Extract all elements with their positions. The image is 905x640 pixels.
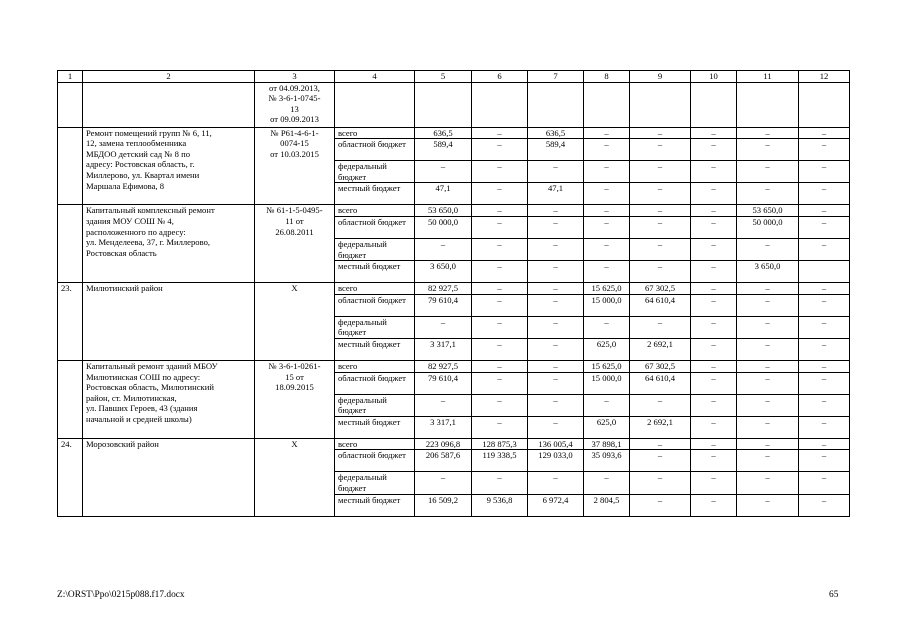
column-number: 10 bbox=[691, 71, 737, 83]
cell-line: от 10.03.2015 bbox=[270, 148, 319, 159]
value-cell: – bbox=[691, 360, 737, 372]
budget-label: федеральный бюджет bbox=[335, 316, 415, 338]
budget-label: федеральный бюджет bbox=[335, 472, 415, 494]
value-cell: – bbox=[584, 216, 630, 238]
value-cell: – bbox=[584, 238, 630, 260]
column-number: 12 bbox=[799, 71, 850, 83]
value-cell: 3 650,0 bbox=[737, 261, 799, 283]
value-cell: – bbox=[528, 394, 584, 416]
value-cell: 9 536,8 bbox=[472, 494, 528, 516]
value-cell: 636,5 bbox=[415, 127, 472, 139]
value-cell: – bbox=[415, 238, 472, 260]
value-cell: – bbox=[630, 261, 691, 283]
value-cell: – bbox=[584, 161, 630, 183]
value-cell: – bbox=[799, 394, 850, 416]
row-number: 24. bbox=[58, 438, 83, 516]
column-number: 8 bbox=[584, 71, 630, 83]
value-cell: – bbox=[528, 416, 584, 438]
cell-line: Ремонт помещений групп № 6, 11, bbox=[86, 127, 212, 138]
cell-line: 18.09.2015 bbox=[275, 382, 314, 393]
value-cell: – bbox=[415, 472, 472, 494]
value-cell: – bbox=[528, 161, 584, 183]
table-row bbox=[58, 82, 850, 127]
value-cell: – bbox=[584, 183, 630, 205]
value-cell: – bbox=[737, 139, 799, 161]
value-cell: – bbox=[799, 139, 850, 161]
empty-cell bbox=[58, 360, 83, 438]
cell-line: № Р61-4-6-1- bbox=[270, 127, 319, 138]
value-cell: – bbox=[472, 261, 528, 283]
value-cell: – bbox=[528, 283, 584, 295]
value-cell: – bbox=[737, 238, 799, 260]
value-cell: 47,1 bbox=[415, 183, 472, 205]
value-cell bbox=[799, 261, 850, 283]
value-cell: – bbox=[799, 494, 850, 516]
cell-line: МБДОО детский сад № 8 по bbox=[86, 148, 190, 159]
value-cell: – bbox=[691, 139, 737, 161]
footer-file-path: Z:\ORST\Ppo\0215p088.f17.docx bbox=[57, 590, 185, 600]
value-cell: 589,4 bbox=[415, 139, 472, 161]
column-number: 2 bbox=[83, 71, 255, 83]
value-cell: – bbox=[737, 450, 799, 472]
value-cell: – bbox=[691, 216, 737, 238]
value-cell: 67 302,5 bbox=[630, 360, 691, 372]
value-cell: – bbox=[737, 294, 799, 316]
value-cell: – bbox=[691, 338, 737, 360]
cell-line: район, ст. Милютинская, bbox=[86, 392, 177, 403]
value-cell: 79 610,4 bbox=[415, 294, 472, 316]
value-cell: – bbox=[472, 316, 528, 338]
value-cell: – bbox=[691, 261, 737, 283]
value-cell: 636,5 bbox=[528, 127, 584, 139]
value-cell: – bbox=[415, 161, 472, 183]
value-cell: – bbox=[472, 394, 528, 416]
value-cell: – bbox=[691, 183, 737, 205]
cell-line: 11 от bbox=[285, 215, 304, 226]
cell-line: Маршала Ефимова, 8 bbox=[86, 180, 165, 191]
value-cell: 136 005,4 bbox=[528, 438, 584, 450]
value-cell: 3 317,1 bbox=[415, 338, 472, 360]
value-cell: – bbox=[584, 261, 630, 283]
value-cell: – bbox=[799, 238, 850, 260]
value-cell: – bbox=[528, 338, 584, 360]
value-cell: – bbox=[528, 261, 584, 283]
column-number: 5 bbox=[415, 71, 472, 83]
budget-label: областной бюджет bbox=[335, 372, 415, 394]
value-cell: – bbox=[799, 161, 850, 183]
value-cell: – bbox=[737, 183, 799, 205]
value-cell: – bbox=[691, 372, 737, 394]
value-cell: – bbox=[630, 205, 691, 217]
empty-cell bbox=[58, 82, 83, 127]
cell-line: 0074-15 bbox=[280, 138, 309, 149]
empty-cell bbox=[799, 82, 850, 127]
cell-line: начальной и средней школы) bbox=[86, 413, 192, 424]
value-cell: – bbox=[691, 283, 737, 295]
value-cell: – bbox=[737, 360, 799, 372]
budget-label: областной бюджет bbox=[335, 450, 415, 472]
budget-label: областной бюджет bbox=[335, 139, 415, 161]
value-cell: – bbox=[737, 372, 799, 394]
doc-cell bbox=[255, 82, 335, 127]
value-cell: – bbox=[630, 216, 691, 238]
cell-line: здания МОУ СОШ № 4, bbox=[86, 215, 174, 226]
value-cell: 119 338,5 bbox=[472, 450, 528, 472]
empty-cell bbox=[83, 82, 255, 127]
value-cell: 206 587,6 bbox=[415, 450, 472, 472]
value-cell: – bbox=[799, 316, 850, 338]
value-cell: 223 096,8 bbox=[415, 438, 472, 450]
value-cell: – bbox=[630, 394, 691, 416]
value-cell: – bbox=[691, 238, 737, 260]
budget-label: местный бюджет bbox=[335, 494, 415, 516]
value-cell: – bbox=[415, 316, 472, 338]
value-cell: – bbox=[691, 205, 737, 217]
value-cell: 64 610,4 bbox=[630, 372, 691, 394]
value-cell: – bbox=[737, 283, 799, 295]
value-cell: 79 610,4 bbox=[415, 372, 472, 394]
column-number: 11 bbox=[737, 71, 799, 83]
value-cell: 53 650,0 bbox=[737, 205, 799, 217]
budget-label: всего bbox=[335, 360, 415, 372]
value-cell: 128 875,3 bbox=[472, 438, 528, 450]
budget-label: местный бюджет bbox=[335, 183, 415, 205]
cell-line: 12, замена теплообменника bbox=[86, 138, 187, 149]
value-cell: – bbox=[799, 438, 850, 450]
value-cell: – bbox=[691, 472, 737, 494]
cell-line: ул. Менделеева, 37, г. Миллерово, bbox=[86, 237, 211, 248]
value-cell: – bbox=[528, 316, 584, 338]
value-cell: 15 000,0 bbox=[584, 372, 630, 394]
doc-cell: Х bbox=[255, 283, 335, 361]
value-cell: – bbox=[472, 294, 528, 316]
budget-label: местный бюджет bbox=[335, 416, 415, 438]
value-cell: 15 000,0 bbox=[584, 294, 630, 316]
column-number: 3 bbox=[255, 71, 335, 83]
value-cell: – bbox=[584, 472, 630, 494]
cell-line: ул. Павших Героев, 43 (здания bbox=[86, 403, 198, 414]
empty-cell bbox=[691, 82, 737, 127]
value-cell: – bbox=[799, 338, 850, 360]
value-cell: – bbox=[415, 394, 472, 416]
value-cell: – bbox=[472, 360, 528, 372]
value-cell: 3 650,0 bbox=[415, 261, 472, 283]
budget-label: областной бюджет bbox=[335, 216, 415, 238]
value-cell: – bbox=[737, 494, 799, 516]
value-cell: – bbox=[472, 283, 528, 295]
doc-cell bbox=[255, 205, 335, 283]
empty-cell bbox=[630, 82, 691, 127]
value-cell: – bbox=[528, 294, 584, 316]
empty-cell bbox=[58, 205, 83, 283]
value-cell: – bbox=[472, 372, 528, 394]
value-cell: – bbox=[630, 450, 691, 472]
value-cell: – bbox=[691, 161, 737, 183]
value-cell: 47,1 bbox=[528, 183, 584, 205]
value-cell: 625,0 bbox=[584, 338, 630, 360]
value-cell: – bbox=[799, 360, 850, 372]
value-cell: – bbox=[528, 372, 584, 394]
table-row bbox=[58, 360, 850, 372]
value-cell: – bbox=[584, 127, 630, 139]
value-cell: 82 927,5 bbox=[415, 283, 472, 295]
cell-line: расположенного по адресу: bbox=[86, 226, 186, 237]
value-cell: 53 650,0 bbox=[415, 205, 472, 217]
value-cell: – bbox=[472, 416, 528, 438]
doc-cell bbox=[255, 127, 335, 205]
value-cell: – bbox=[630, 183, 691, 205]
value-cell: – bbox=[691, 438, 737, 450]
value-cell: – bbox=[630, 494, 691, 516]
value-cell: 50 000,0 bbox=[415, 216, 472, 238]
value-cell: – bbox=[737, 416, 799, 438]
value-cell: – bbox=[737, 316, 799, 338]
value-cell: – bbox=[691, 127, 737, 139]
object-name bbox=[83, 205, 255, 283]
column-number: 7 bbox=[528, 71, 584, 83]
value-cell: 6 972,4 bbox=[528, 494, 584, 516]
value-cell: – bbox=[584, 394, 630, 416]
value-cell: – bbox=[691, 450, 737, 472]
empty-cell bbox=[737, 82, 799, 127]
value-cell: 3 317,1 bbox=[415, 416, 472, 438]
value-cell: – bbox=[528, 238, 584, 260]
table-row bbox=[58, 205, 850, 217]
column-number: 4 bbox=[335, 71, 415, 83]
cell-line: № 3-6-1-0261- bbox=[268, 360, 321, 371]
empty-cell bbox=[472, 82, 528, 127]
row-number: 23. bbox=[58, 283, 83, 361]
value-cell: – bbox=[472, 127, 528, 139]
value-cell: – bbox=[472, 205, 528, 217]
value-cell: – bbox=[691, 394, 737, 416]
cell-line: 13 bbox=[290, 103, 299, 114]
value-cell: – bbox=[799, 294, 850, 316]
value-cell: – bbox=[737, 127, 799, 139]
value-cell: – bbox=[799, 205, 850, 217]
value-cell: – bbox=[584, 316, 630, 338]
value-cell: – bbox=[528, 472, 584, 494]
cell-line: Ростовская область, Милютинский bbox=[86, 382, 214, 393]
value-cell: – bbox=[630, 238, 691, 260]
value-cell: – bbox=[737, 472, 799, 494]
value-cell: – bbox=[472, 338, 528, 360]
cell-line: Ростовская область bbox=[86, 247, 157, 258]
district-name: Милютинский район bbox=[83, 283, 255, 361]
value-cell: – bbox=[472, 238, 528, 260]
object-name bbox=[83, 360, 255, 438]
value-cell: – bbox=[691, 316, 737, 338]
budget-label: областной бюджет bbox=[335, 294, 415, 316]
value-cell: – bbox=[630, 127, 691, 139]
empty-cell bbox=[584, 82, 630, 127]
table-row bbox=[58, 438, 850, 450]
value-cell: – bbox=[799, 472, 850, 494]
value-cell: – bbox=[630, 438, 691, 450]
cell-line: адресу: Ростовская область, г. bbox=[86, 159, 195, 170]
budget-label: местный бюджет bbox=[335, 261, 415, 283]
value-cell: – bbox=[799, 216, 850, 238]
value-cell: – bbox=[472, 161, 528, 183]
column-number-row bbox=[58, 71, 850, 83]
cell-line: от 04.09.2013, bbox=[269, 82, 320, 93]
value-cell: – bbox=[630, 316, 691, 338]
value-cell: – bbox=[630, 472, 691, 494]
value-cell: – bbox=[737, 438, 799, 450]
footer-page-number: 65 bbox=[829, 590, 839, 600]
budget-label: всего bbox=[335, 127, 415, 139]
budget-label: федеральный бюджет bbox=[335, 238, 415, 260]
value-cell: 2 804,5 bbox=[584, 494, 630, 516]
column-number: 6 bbox=[472, 71, 528, 83]
value-cell: 589,4 bbox=[528, 139, 584, 161]
value-cell: – bbox=[799, 183, 850, 205]
table-row bbox=[58, 283, 850, 295]
empty-cell bbox=[58, 127, 83, 205]
value-cell: – bbox=[528, 216, 584, 238]
value-cell: 82 927,5 bbox=[415, 360, 472, 372]
budget-label: всего bbox=[335, 205, 415, 217]
cell-line: Капитальный комплексный ремонт bbox=[86, 205, 215, 216]
value-cell: – bbox=[691, 294, 737, 316]
value-cell: – bbox=[472, 472, 528, 494]
value-cell: – bbox=[737, 161, 799, 183]
value-cell: – bbox=[472, 183, 528, 205]
empty-cell bbox=[415, 82, 472, 127]
value-cell: – bbox=[691, 416, 737, 438]
value-cell: 2 692,1 bbox=[630, 338, 691, 360]
value-cell: – bbox=[691, 494, 737, 516]
cell-line: № 61-1-5-0495- bbox=[266, 205, 323, 216]
value-cell: – bbox=[472, 216, 528, 238]
value-cell: – bbox=[799, 416, 850, 438]
value-cell: – bbox=[630, 161, 691, 183]
budget-table bbox=[57, 70, 850, 517]
budget-label: всего bbox=[335, 438, 415, 450]
value-cell: – bbox=[528, 205, 584, 217]
empty-cell bbox=[528, 82, 584, 127]
value-cell: – bbox=[472, 139, 528, 161]
value-cell: 129 033,0 bbox=[528, 450, 584, 472]
value-cell: 625,0 bbox=[584, 416, 630, 438]
value-cell: – bbox=[737, 394, 799, 416]
budget-label: всего bbox=[335, 283, 415, 295]
cell-line: от 09.09.2013 bbox=[270, 114, 319, 125]
value-cell: 37 898,1 bbox=[584, 438, 630, 450]
budget-label: федеральный бюджет bbox=[335, 394, 415, 416]
budget-label: местный бюджет bbox=[335, 338, 415, 360]
cell-line: Миллерово, ул. Квартал имени bbox=[86, 169, 200, 180]
value-cell: 64 610,4 bbox=[630, 294, 691, 316]
cell-line: 26.08.2011 bbox=[275, 226, 314, 237]
value-cell: 35 093,6 bbox=[584, 450, 630, 472]
value-cell: – bbox=[737, 338, 799, 360]
column-number: 1 bbox=[58, 71, 83, 83]
cell-line: Капитальный ремонт зданий МБОУ bbox=[86, 360, 218, 371]
value-cell: – bbox=[799, 372, 850, 394]
value-cell: – bbox=[799, 283, 850, 295]
value-cell: – bbox=[584, 205, 630, 217]
value-cell: 16 509,2 bbox=[415, 494, 472, 516]
value-cell: – bbox=[584, 139, 630, 161]
object-name bbox=[83, 127, 255, 205]
value-cell: 15 625,0 bbox=[584, 283, 630, 295]
column-number: 9 bbox=[630, 71, 691, 83]
doc-cell bbox=[255, 360, 335, 438]
value-cell: 15 625,0 bbox=[584, 360, 630, 372]
value-cell: 2 692,1 bbox=[630, 416, 691, 438]
cell-line: 15 от bbox=[285, 371, 304, 382]
budget-label: федеральный бюджет bbox=[335, 161, 415, 183]
value-cell: – bbox=[799, 450, 850, 472]
value-cell: 50 000,0 bbox=[737, 216, 799, 238]
value-cell: 67 302,5 bbox=[630, 283, 691, 295]
empty-cell bbox=[335, 82, 415, 127]
value-cell: – bbox=[528, 360, 584, 372]
table-row bbox=[58, 127, 850, 139]
cell-line: Милютинская СОШ по адресу: bbox=[86, 371, 201, 382]
doc-cell: Х bbox=[255, 438, 335, 516]
value-cell: – bbox=[799, 127, 850, 139]
district-name: Морозовский район bbox=[83, 438, 255, 516]
cell-line: № 3-6-1-0745- bbox=[268, 93, 321, 104]
value-cell: – bbox=[630, 139, 691, 161]
